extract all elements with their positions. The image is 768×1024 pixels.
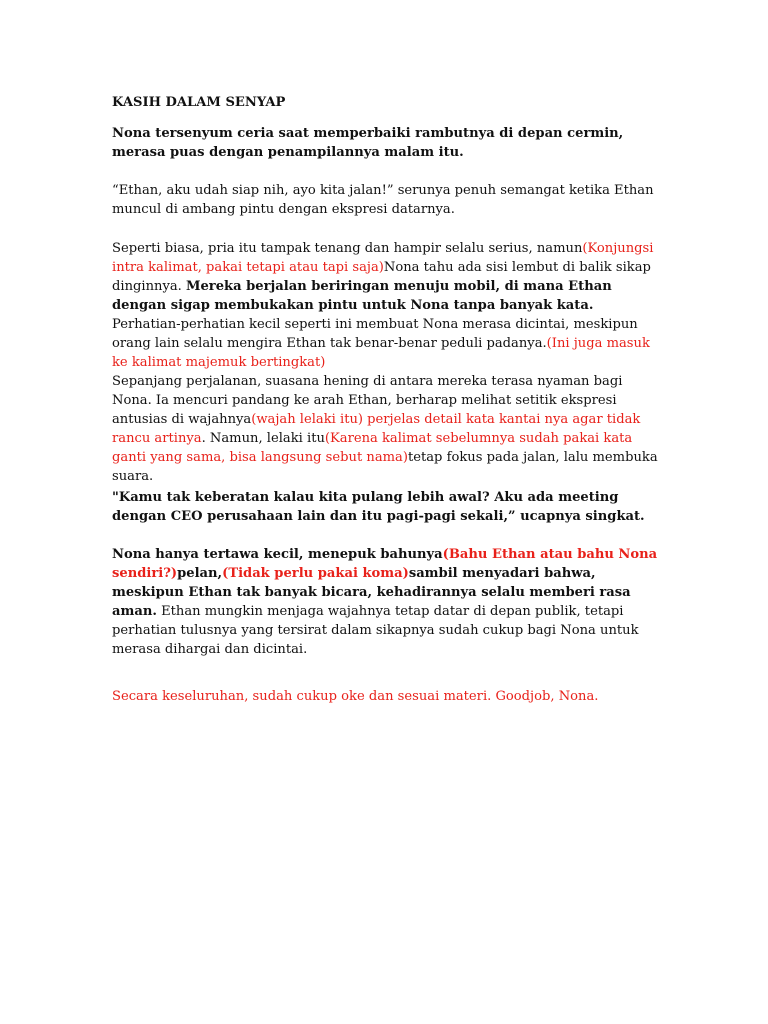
paragraph-4-text-1: Sepanjang perjalanan, suasana hening di antara mereka terasa nyaman bagi Nona. Ia mencuri pandang ke arah Ethan, berharap melihat setitik ekspresi antusias di wajahnya xyxy=(112,374,623,427)
review-comment-complex-sentence: (Ini juga masuk ke kalimat majemuk bertingkat) xyxy=(112,336,650,370)
review-comment-conjunction: (Konjungsi intra kalimat, pakai tetapi atau tapi saja) xyxy=(112,241,654,275)
paragraph-4-text-3: tetap fokus pada jalan, lalu membuka suara. xyxy=(112,450,658,484)
paragraph-3-bold-sentence: Mereka berjalan beriringan menuju mobil, di mana Ethan dengan sigap membukakan pintu untuk Nona tanpa banyak kata. xyxy=(112,279,612,313)
review-comment-whose-shoulder: (Bahu Ethan atau bahu Nona sendiri?) xyxy=(112,547,658,581)
paragraph-6-text-1: Nona hanya tertawa kecil, menepuk bahunya xyxy=(112,547,443,562)
paragraph-2-text: “Ethan, aku udah siap nih, ayo kita jalan!” serunya penuh semangat ketika Ethan muncul di ambang pintu dengan ekspresi datarnya. xyxy=(112,183,654,217)
paragraph-3 xyxy=(112,239,662,372)
review-comment-use-name: (Karena kalimat sebelumnya sudah pakai kata ganti yang sama, bisa langsung sebut nama) xyxy=(112,431,633,465)
review-comment-no-comma: (Tidak perlu pakai koma) xyxy=(222,566,409,581)
review-summary-text: Secara keseluruhan, sudah cukup oke dan sesuai materi. Goodjob, Nona. xyxy=(112,689,599,704)
paragraph-6-text-2: pelan, xyxy=(177,566,223,581)
paragraph-1-text: Nona tersenyum ceria saat memperbaiki rambutnya di depan cermin, merasa puas dengan penampilannya malam itu. xyxy=(112,126,624,160)
paragraph-3-text-2: Nona tahu ada sisi lembut di balik sikap dinginnya. xyxy=(112,260,651,294)
paragraph-6 xyxy=(112,545,662,659)
review-summary xyxy=(112,687,662,706)
paragraph-5-dialogue: "Kamu tak keberatan kalau kita pulang lebih awal? Aku ada meeting dengan CEO perusahaan lain dan itu pagi-pagi sekali,” ucapnya singkat. xyxy=(112,490,645,524)
paragraph-3-text-1: Seperti biasa, pria itu tampak tenang dan hampir selalu serius, namun xyxy=(112,241,583,256)
review-comment-face-detail: (wajah lelaki itu) perjelas detail kata kantai nya agar tidak rancu artinya xyxy=(112,412,641,446)
paragraph-4 xyxy=(112,372,662,486)
paragraph-4-text-2: . Namun, lelaki itu xyxy=(201,431,325,446)
paragraph-6-text-4: Ethan mungkin menjaga wajahnya tetap datar di depan publik, tetapi perhatian tulusnya yang tersirat dalam sikapnya sudah cukup bagi Nona untuk merasa dihargai dan dicintai. xyxy=(112,604,639,657)
document-title: KASIH DALAM SENYAP xyxy=(112,95,286,110)
paragraph-2 xyxy=(112,181,662,219)
paragraph-6-text-3: sambil menyadari bahwa, meskipun Ethan tak banyak bicara, kehadirannya selalu memberi rasa aman. xyxy=(112,566,631,619)
paragraph-1 xyxy=(112,124,662,162)
paragraph-5 xyxy=(112,488,662,526)
paragraph-3-text-3: Perhatian-perhatian kecil seperti ini membuat Nona merasa dicintai, meskipun orang lain selalu mengira Ethan tak benar-benar peduli padanya. xyxy=(112,317,638,351)
